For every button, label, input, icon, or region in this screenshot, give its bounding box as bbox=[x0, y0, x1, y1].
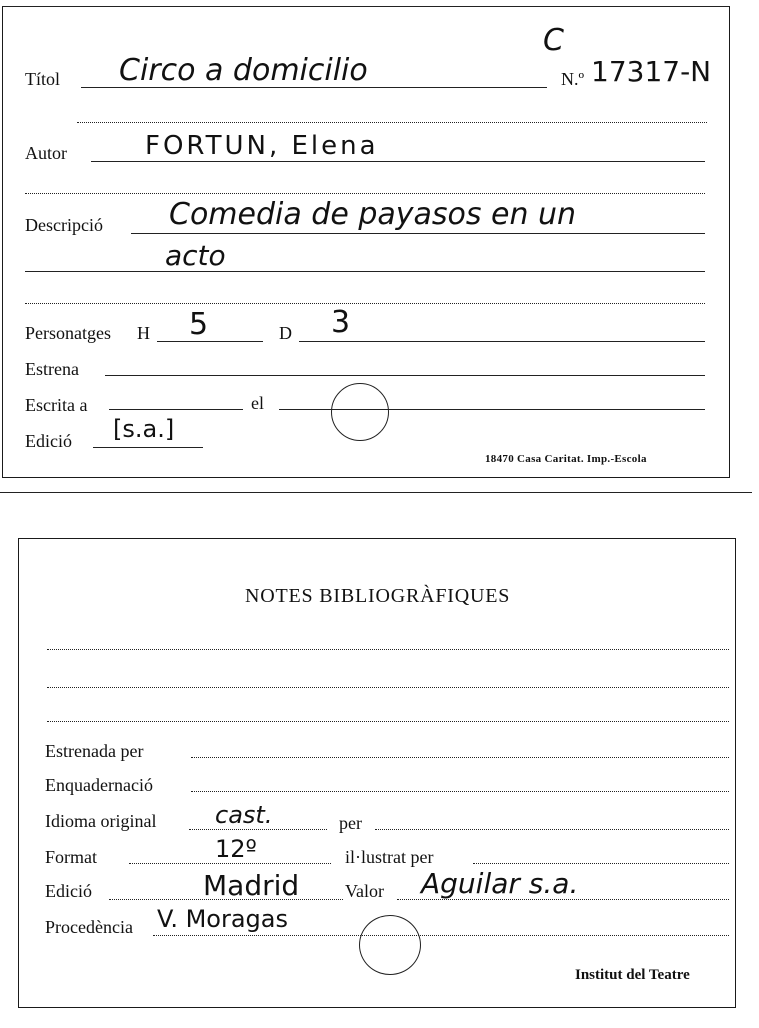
binding-label: Enquadernació bbox=[45, 775, 153, 795]
premiered-by-label: Estrenada per bbox=[45, 741, 144, 761]
edition-value: Madrid bbox=[203, 869, 300, 902]
catalog-card-front bbox=[2, 6, 730, 478]
translated-by-label: per bbox=[339, 813, 362, 833]
illustrated-by-line bbox=[473, 863, 729, 864]
value-label: Valor bbox=[345, 881, 384, 901]
provenance-label: Procedència bbox=[45, 917, 133, 937]
description-line-1 bbox=[131, 233, 705, 234]
description-line-2 bbox=[25, 271, 705, 272]
women-value: 3 bbox=[331, 305, 351, 340]
edition-label: Edició bbox=[45, 881, 92, 901]
title-label: Títol bbox=[25, 69, 60, 89]
description-value-1: Comedia de payasos en un bbox=[169, 197, 577, 232]
original-language-value: cast. bbox=[215, 801, 273, 829]
blank-line bbox=[47, 687, 729, 688]
provenance-line bbox=[153, 935, 729, 936]
written-in-label: Escrita a bbox=[25, 395, 88, 415]
card-heading: NOTES BIBLIOGRÀFIQUES bbox=[245, 585, 511, 607]
blank-line bbox=[77, 122, 707, 123]
blank-line bbox=[47, 721, 729, 722]
illustrated-by-label: il·lustrat per bbox=[345, 847, 434, 867]
written-in-line bbox=[109, 409, 243, 410]
author-label: Autor bbox=[25, 143, 67, 163]
date-label: el bbox=[251, 393, 264, 413]
original-language-line bbox=[189, 829, 327, 830]
library-stamp bbox=[331, 383, 389, 441]
number-value: 17317-N bbox=[591, 55, 712, 88]
library-stamp bbox=[359, 915, 421, 975]
original-language-label: Idioma original bbox=[45, 811, 157, 831]
binding-line bbox=[191, 791, 729, 792]
format-line bbox=[129, 863, 331, 864]
translated-by-line bbox=[375, 829, 729, 830]
format-label: Format bbox=[45, 847, 97, 867]
description-label: Descripció bbox=[25, 215, 103, 235]
handwritten-mark: C bbox=[543, 23, 564, 58]
format-value: 12º bbox=[215, 835, 257, 863]
women-line bbox=[299, 341, 705, 342]
number-label: N.º bbox=[561, 69, 585, 89]
blank-line bbox=[25, 303, 705, 304]
description-value-2: acto bbox=[165, 239, 226, 272]
card-separator bbox=[0, 492, 752, 493]
premiere-line bbox=[105, 375, 705, 376]
edition-line bbox=[93, 447, 203, 448]
men-value: 5 bbox=[189, 307, 209, 342]
value-value: Aguilar s.a. bbox=[421, 867, 579, 900]
men-label: H bbox=[137, 323, 150, 343]
men-line bbox=[157, 341, 263, 342]
provenance-value: V. Moragas bbox=[157, 905, 288, 933]
institution-name: Institut del Teatre bbox=[575, 967, 690, 983]
printer-imprint: 18470 Casa Caritat. Imp.-Escola bbox=[485, 453, 647, 465]
title-value: Circo a domicilio bbox=[119, 53, 368, 88]
edition-label: Edició bbox=[25, 431, 72, 451]
premiere-label: Estrena bbox=[25, 359, 79, 379]
premiered-by-line bbox=[191, 757, 729, 758]
author-value: FORTUN, Elena bbox=[145, 131, 379, 161]
characters-label: Personatges bbox=[25, 323, 111, 343]
blank-line bbox=[25, 193, 705, 194]
author-line bbox=[91, 161, 705, 162]
women-label: D bbox=[279, 323, 292, 343]
blank-line bbox=[47, 649, 729, 650]
catalog-card-back bbox=[18, 538, 736, 1008]
edition-value: [s.a.] bbox=[113, 415, 175, 443]
